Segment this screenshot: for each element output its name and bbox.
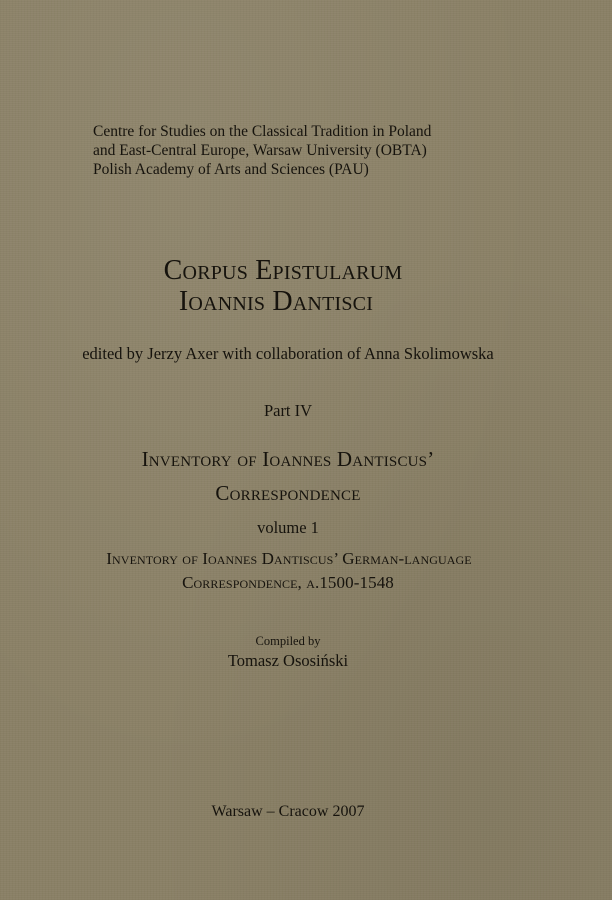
part-title-line-1: Inventory of Ioannes Dantiscus’	[141, 447, 435, 471]
editors-credit: edited by Jerzy Axer with collaboration of Anna Skolimowska	[82, 344, 494, 363]
institution-line-1: Centre for Studies on the Classical Tradition in Poland	[93, 123, 432, 140]
volume-number: volume 1	[257, 518, 319, 537]
institution-line-3: Polish Academy of Arts and Sciences (PAU)	[93, 161, 369, 178]
place-and-year: Warsaw – Cracow 2007	[211, 803, 365, 820]
part-title-line-2: Correspondence	[215, 481, 361, 505]
part-number: Part IV	[263, 401, 313, 420]
series-title-line-1: Corpus Epistularum	[163, 255, 403, 286]
compiled-by-label: Compiled by	[255, 634, 321, 648]
compiler-name: Tomasz Ososiński	[227, 651, 349, 670]
series-title-line-2: Ioannis Dantisci	[178, 286, 374, 317]
volume-title-line-1: Inventory of Ioannes Dantiscus’ German-language	[106, 549, 472, 568]
institution-line-2: and East-Central Europe, Warsaw University (OBTA)	[93, 142, 427, 159]
volume-title-line-2: Correspondence, a.1500-1548	[182, 573, 394, 592]
institution-block	[93, 122, 431, 179]
